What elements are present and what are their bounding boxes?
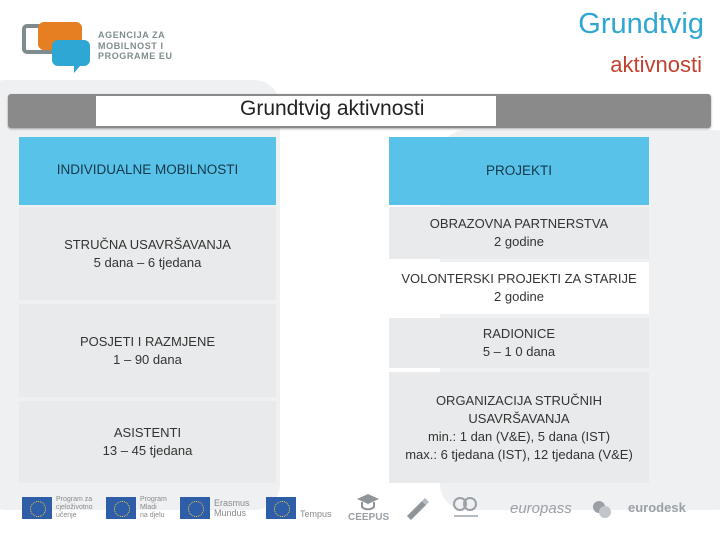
eurodesk-logo: eurodesk [628,500,686,515]
footer-logo-youth [106,494,167,522]
left-heading-label: INDIVIDUALNE MOBILNOSTI [56,162,239,177]
item-duration: 5 – 1 0 dana [482,344,556,359]
page-subtitle: aktivnosti [610,52,702,77]
tag-line: Mundus [214,508,247,518]
right-item-workshops [389,318,649,368]
right-item-volunteer [389,262,649,314]
item-min-duration: min.: 1 dan (V&E), 5 dana (IST) [427,428,611,444]
item-duration: 1 – 90 dana [113,351,182,367]
left-item-assistants [19,401,276,483]
logo-line: PROGRAME EU [98,51,173,61]
footer-logo-tempus [266,494,332,522]
right-column-heading [389,137,649,205]
right-heading-label: PROJEKTI [485,163,552,178]
item-duration: 2 godine [494,234,544,249]
item-title: VOLONTERSKI PROJEKTI ZA STARIJE [401,271,637,286]
pen-logo-icon [404,496,430,520]
logo-line: MOBILNOST I [98,40,164,51]
tag-line: Program za [56,496,93,503]
graduation-cap-icon [356,492,380,514]
item-title: POSJETI I RAZMJENE [79,333,216,349]
eu-flag-icon [266,497,296,519]
page-title: Grundtvig [578,8,704,40]
item-duration: 2 godine [494,289,544,304]
eurodesk-mark-icon [590,498,614,520]
eu-flag-icon [180,497,210,519]
item-title: ORGANIZACIJA STRUČNIH USAVRŠAVANJA [435,392,603,426]
logo-line: AGENCIJA ZA [98,30,166,40]
item-title: RADIONICE [482,326,556,341]
item-title: STRUČNA USAVRŠAVANJA [64,236,231,252]
right-item-organization [389,372,649,483]
tag-line: na djelu [140,512,165,519]
footer-logo-erasmus-mundus [180,494,250,522]
europass-logo: europass [510,500,572,517]
tag-line: Program [140,496,167,503]
item-duration: 13 – 45 tjedana [102,443,193,458]
left-column-heading [19,137,276,205]
tag-line: Tempus [300,509,332,519]
logo-text [98,30,173,62]
item-title: ASISTENTI [113,425,182,440]
item-max-duration: max.: 6 tjedana (IST), 12 tjedana (V&E) [405,446,633,462]
tag-line: učenje [56,512,77,519]
tag-line: Mladi [140,504,157,511]
item-duration: 5 dana – 6 tjedana [93,254,202,270]
tag-line: Erasmus [214,498,250,508]
right-item-partnerships [389,207,649,259]
eu-flag-icon [106,497,136,519]
item-title: OBRAZOVNA PARTNERSTVA [429,216,609,231]
logo-icon [22,16,102,76]
ploteus-logo-icon [450,494,482,522]
ceepus-logo: CEEPUS [348,512,390,523]
tag-line: cjeloživotno [56,504,93,511]
footer-logo-lifelong [22,494,93,522]
left-item-training [19,207,276,300]
eu-flag-icon [22,497,52,519]
banner-title: Grundtvig aktivnosti [240,97,425,120]
left-item-visits [19,304,276,397]
